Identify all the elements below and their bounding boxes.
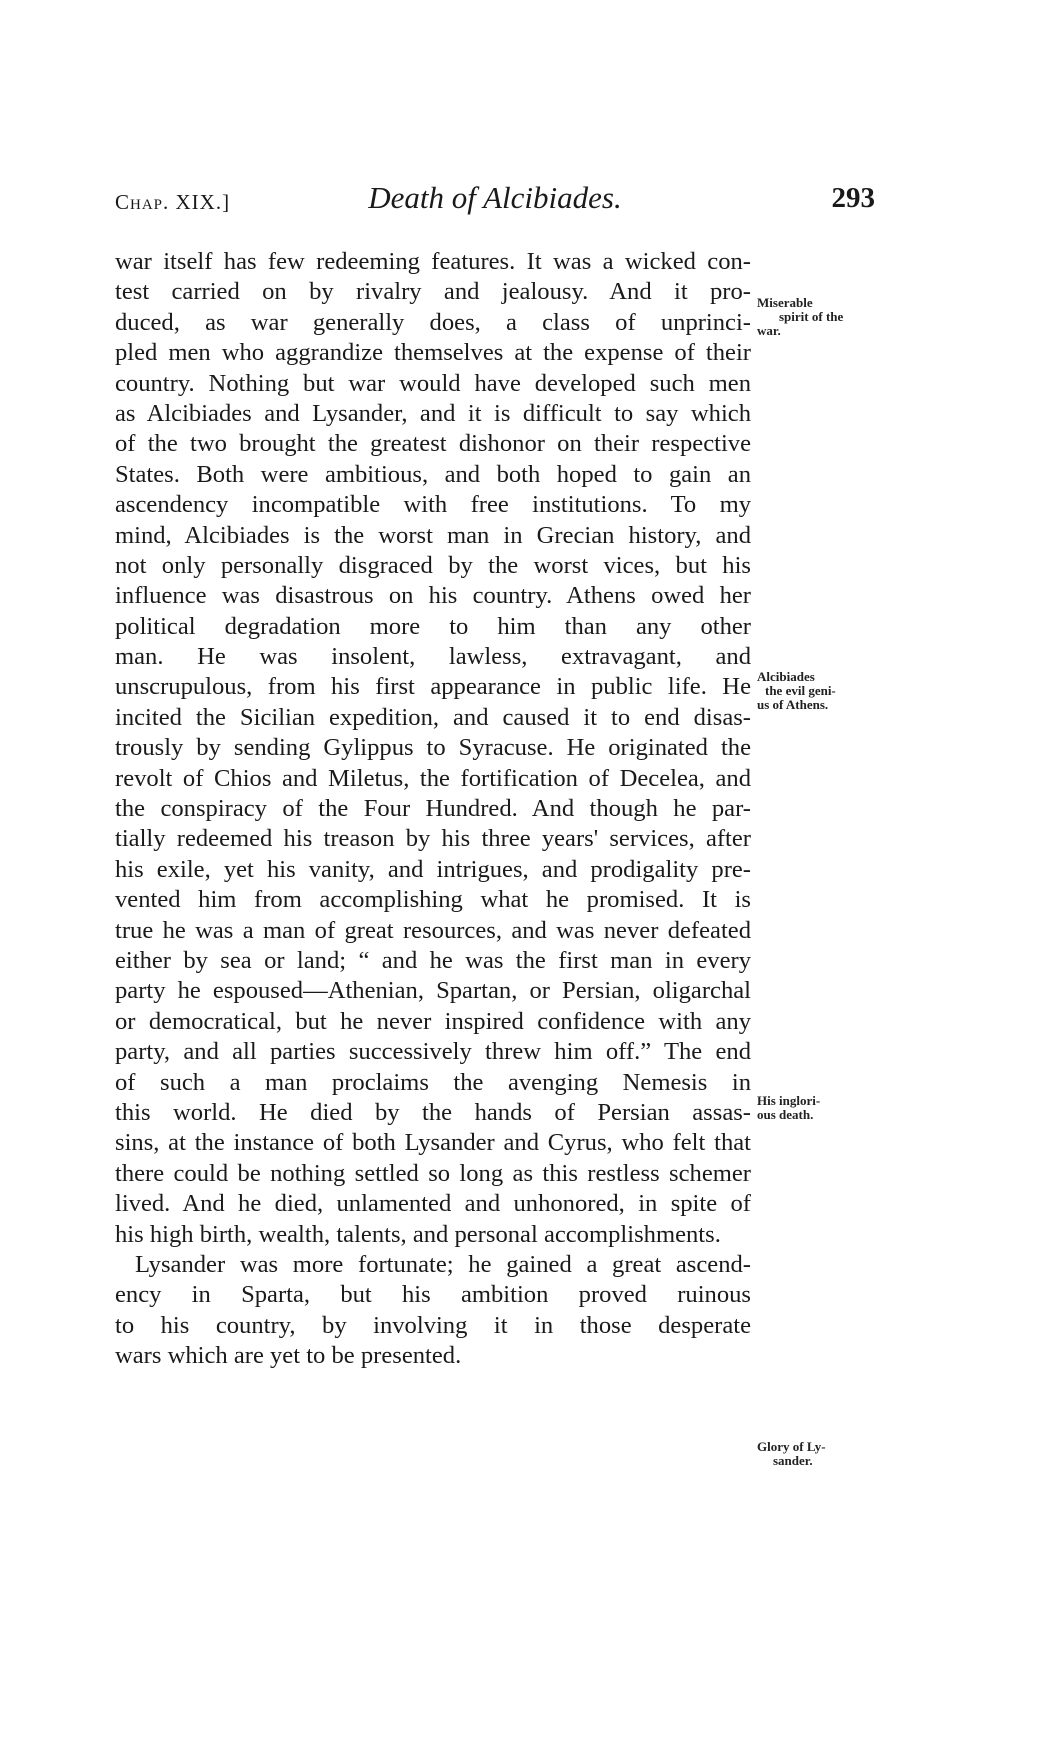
text-line: either by sea or land; “ and he was the first man in every xyxy=(115,946,751,974)
running-header xyxy=(115,180,875,230)
margin-note-line: Miserable xyxy=(757,295,813,310)
margin-note-miserable-spirit xyxy=(757,296,887,338)
text-line: his high birth, wealth, talents, and personal accomplishments. xyxy=(115,1220,721,1248)
text-line: not only personally disgraced by the worst vices, but his xyxy=(115,551,751,579)
text-line: there could be nothing settled so long as this restless schemer xyxy=(115,1159,751,1187)
text-line: his exile, yet his vanity, and intrigues, and prodigality pre- xyxy=(115,855,751,883)
text-line: of the two brought the greatest dishonor on their respective xyxy=(115,430,751,458)
text-line: war itself has few redeeming features. It was a wicked con- xyxy=(115,248,751,275)
text-line: pled men who aggrandize themselves at the expense of their xyxy=(115,339,751,367)
text-line: of such a man proclaims the avenging Nemesis in xyxy=(115,1068,751,1096)
text-line: incited the Sicilian expedition, and caused it to end disas- xyxy=(115,703,751,731)
margin-note-line: ous death. xyxy=(757,1107,814,1122)
text-line: man. He was insolent, lawless, extravagant, and xyxy=(115,643,751,671)
text-line: sins, at the instance of both Lysander and Cyrus, who felt that xyxy=(115,1129,751,1157)
text-line: country. Nothing but war would have developed such men xyxy=(115,369,751,397)
margin-note-line: Glory of Ly- xyxy=(757,1439,826,1454)
text-line: wars which are yet to be presented. xyxy=(115,1342,462,1370)
main-text xyxy=(115,247,751,1371)
page-number: 293 xyxy=(831,182,875,214)
text-line: mind, Alcibiades is the worst man in Grecian history, and xyxy=(115,521,751,549)
text-line: unscrupulous, from his first appearance in public life. He xyxy=(115,673,751,701)
margin-note-glory-of-lysander xyxy=(757,1440,887,1468)
text-line: influence was disastrous on his country. Athens owed her xyxy=(115,582,751,610)
text-line: or democratical, but he never inspired confidence with any xyxy=(115,1007,751,1035)
text-line: test carried on by rivalry and jealousy. And it pro- xyxy=(115,278,751,306)
margin-note-inglorious-death xyxy=(757,1094,887,1122)
text-line: this world. He died by the hands of Persian assas- xyxy=(115,1098,751,1126)
text-line: duced, as war generally does, a class of unprinci- xyxy=(115,308,751,336)
margin-note-line: Alcibiades xyxy=(757,669,815,684)
text-line: tially redeemed his treason by his three years' services, after xyxy=(115,825,751,853)
text-line: political degradation more to him than any other xyxy=(115,612,751,640)
text-line: the conspiracy of the Four Hundred. And though he par- xyxy=(115,795,751,823)
text-line: ency in Sparta, but his ambition proved ruinous xyxy=(115,1281,751,1309)
text-line: party, and all parties successively threw him off.” The end xyxy=(115,1038,751,1066)
page-title: Death of Alcibiades. xyxy=(368,180,622,215)
text-line: true he was a man of great resources, and was never defeated xyxy=(115,916,751,944)
text-line: to his country, by involving it in those desperate xyxy=(115,1311,751,1339)
margin-note-line: His inglori- xyxy=(757,1093,821,1108)
text-line: Lysander was more fortunate; he gained a great ascend- xyxy=(135,1250,751,1278)
text-line: as Alcibiades and Lysander, and it is difficult to say which xyxy=(115,399,751,427)
margin-note-line: war. xyxy=(757,323,781,338)
text-line: party he espoused—Athenian, Spartan, or Persian, oligarchal xyxy=(115,977,751,1005)
margin-note-line: sander. xyxy=(773,1453,813,1468)
text-line: lived. And he died, unlamented and unhonored, in spite of xyxy=(115,1190,751,1218)
margin-note-evil-genius xyxy=(757,670,887,712)
text-line: revolt of Chios and Miletus, the fortification of Decelea, and xyxy=(115,764,751,792)
margin-note-line: the evil geni- xyxy=(765,683,836,698)
chapter-label: Chap. XIX.] xyxy=(115,190,231,214)
text-line: States. Both were ambitious, and both hoped to gain an xyxy=(115,460,751,488)
margin-note-line: us of Athens. xyxy=(757,697,829,712)
text-line: trously by sending Gylippus to Syracuse. He originated the xyxy=(115,734,751,762)
text-line: ascendency incompatible with free institutions. To my xyxy=(115,491,751,519)
text-line: vented him from accomplishing what he promised. It is xyxy=(115,886,751,914)
margin-note-line: spirit of the xyxy=(779,309,844,324)
